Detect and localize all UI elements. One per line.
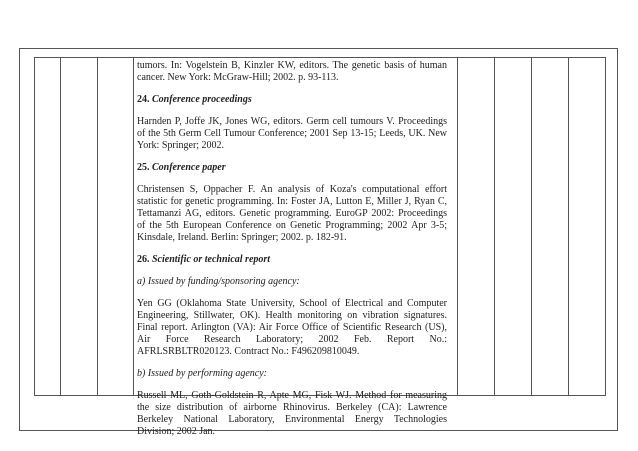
column-divider: [133, 58, 134, 395]
column-divider: [97, 58, 98, 395]
section-title: Conference proceedings: [152, 94, 252, 105]
column-divider: [568, 58, 569, 395]
subheading-b: b) Issued by performing agency:: [137, 368, 267, 379]
section-number: 24.: [137, 94, 150, 105]
reference-entry-26a: Yen GG (Oklahoma State University, School of Electrical and Computer Engineering, Stillwater, OK). Health monitoring on vibration signatures. Final report. Arlington (VA): Air Force Office of Scientific Research (US), Air Force Research Laboratory; 2002 Feb. Report No.: AFRLSRBLTR020123. Contract No.: F496209810049.: [137, 298, 447, 357]
reference-continuation: tumors. In: Vogelstein B, Kinzler KW, editors. The genetic basis of human cancer. New York: McGraw-Hill; 2002. p. 93-113.: [137, 60, 447, 83]
section-heading-24: [137, 94, 447, 106]
reference-entry-24: Harnden P, Joffe JK, Jones WG, editors. Germ cell tumours V. Proceedings of the 5th Germ Cell Tumour Conference; 2001 Sep 13-15; Leeds, UK. New York: Springer; 2002.: [137, 116, 447, 151]
column-divider: [457, 58, 458, 395]
subheading-a: a) Issued by funding/sponsoring agency:: [137, 276, 300, 287]
column-divider: [60, 58, 61, 395]
reference-cell: [137, 60, 447, 447]
section-title: Conference paper: [152, 162, 226, 173]
section-title: Scientific or technical report: [152, 254, 271, 265]
reference-entry-26b: Russell ML, Goth-Goldstein R, Apte MG, Fisk WJ. Method for measuring the size distribution of airborne Rhinovirus. Berkeley (CA): Lawrence Berkeley National Laboratory, Environmental Energy Technologies Division; 2002 Jan.: [137, 390, 447, 437]
section-number: 25.: [137, 162, 150, 173]
section-heading-25: [137, 162, 447, 174]
column-divider: [494, 58, 495, 395]
section-number: 26.: [137, 254, 150, 265]
section-heading-26: [137, 254, 447, 266]
reference-entry-25: Christensen S, Oppacher F. An analysis of Koza's computational effort statistic for genetic programming. In: Foster JA, Lutton E, Miller J, Ryan C, Tettamanzi AG, editors. Genetic programming. EuroGP 2002: Proceedings of the 5th European Conference on Genetic Programming; 2002 Apr 3-5; Kinsdale, Ireland. Berlin: Springer; 2002. p. 182-91.: [137, 184, 447, 243]
column-divider: [531, 58, 532, 395]
